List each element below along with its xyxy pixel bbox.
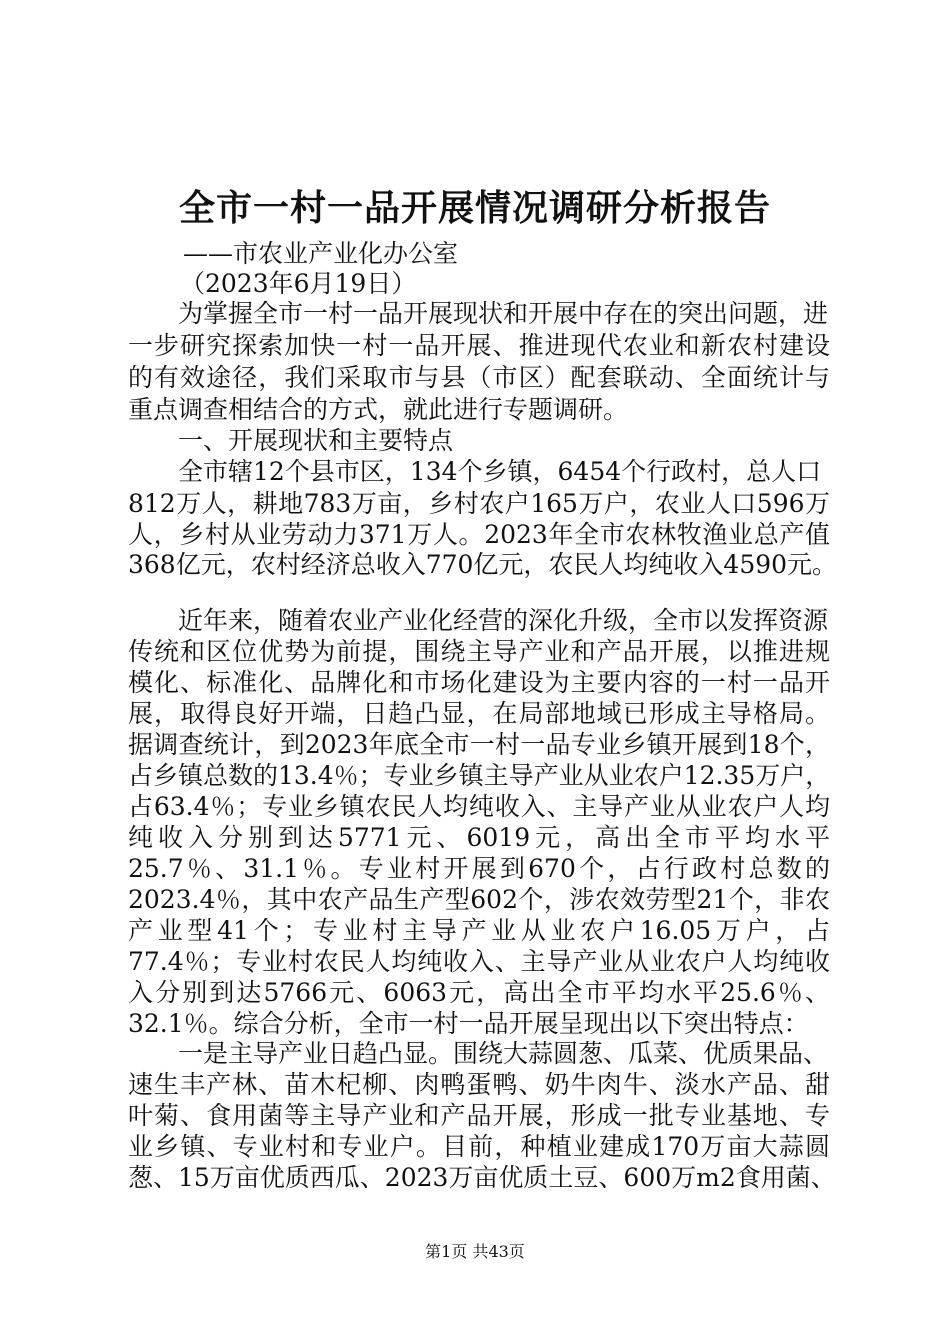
body-line: 全市辖12个县市区，134个乡镇，6454个行政村，总人口 xyxy=(178,457,822,486)
body-line: 近年来，随着农业产业化经营的深化升级，全市以发挥资源 xyxy=(178,606,829,635)
body-line: 速生丰产林、苗木杞柳、肉鸭蛋鸭、奶牛肉牛、淡水产品、甜 xyxy=(128,1070,830,1099)
section-heading: 一、开展现状和主要特点 xyxy=(178,426,454,455)
body-line: 人，乡村从业劳动力371万人。2023年全市农林牧渔业总产值 xyxy=(128,520,830,549)
body-line: 为掌握全市一村一品开展现状和开展中存在的突出问题，进 xyxy=(178,299,829,328)
body-line: 一是主导产业日趋凸显。围绕大蒜圆葱、瓜菜、优质果品、 xyxy=(178,1039,829,1068)
date-line: （2023年6月19日） xyxy=(180,269,417,298)
body-line: 2023.4％，其中农产品生产型602个，涉农效劳型21个，非农 xyxy=(128,885,830,914)
body-line: 叶菊、食用菌等主导产业和产品开展，形成一批专业基地、专 xyxy=(128,1101,830,1130)
body-line: 占乡镇总数的13.4％；专业乡镇主导产业从业农户12.35万户， xyxy=(128,761,831,790)
body-line: 25.7％、31.1％。专业村开展到670个，占行政村总数的 xyxy=(128,854,830,883)
body-line: 368亿元，农村经济总收入770亿元，农民人均纯收入4590元。 xyxy=(128,550,838,579)
body-line: 812万人，耕地783万亩，乡村农户165万户，农业人口596万 xyxy=(128,489,830,518)
body-line: 占63.4％；专业乡镇农民人均纯收入、主导产业从业农户人均 xyxy=(128,792,830,821)
page-number: 第1页 共43页 xyxy=(425,1242,525,1261)
body-line: 纯收入分别到达5771元、6019元，高出全市平均水平 xyxy=(128,823,830,852)
author-line: ——市农业产业化办公室 xyxy=(183,239,459,268)
body-line: 模化、标准化、品牌化和市场化建设为主要内容的一村一品开 xyxy=(128,668,830,697)
body-line: 产业型41个；专业村主导产业从业农户16.05万户，占 xyxy=(128,916,830,945)
body-line: 葱、15万亩优质西瓜、2023万亩优质土豆、600万m2食用菌、 xyxy=(128,1163,836,1192)
body-line: 入分别到达5766元、6063元，高出全市平均水平25.6％、 xyxy=(128,978,830,1007)
body-line: 据调查统计，到2023年底全市一村一品专业乡镇开展到18个， xyxy=(128,730,830,759)
body-line: 业乡镇、专业村和专业户。目前，种植业建成170万亩大蒜圆 xyxy=(128,1132,830,1161)
body-line: 32.1％。综合分析，全市一村一品开展呈现出以下突出特点： xyxy=(128,1009,809,1038)
report-title: 全市一村一品开展情况调研分析报告 xyxy=(178,187,771,229)
body-line: 展，取得良好开端，日趋凸显，在局部地域已形成主导格局。 xyxy=(128,699,830,728)
body-line: 77.4％；专业村农民人均纯收入、主导产业从业农户人均纯收 xyxy=(128,947,830,976)
body-line: 一步研究探索加快一村一品开展、推进现代农业和新农村建设 xyxy=(128,331,830,360)
body-line: 重点调查相结合的方式，就此进行专题调研。 xyxy=(128,395,629,424)
body-line: 传统和区位优势为前提，围绕主导产业和产品开展，以推进规 xyxy=(128,637,830,666)
body-line: 的有效途径，我们采取市与县（市区）配套联动、全面统计与 xyxy=(128,363,830,392)
